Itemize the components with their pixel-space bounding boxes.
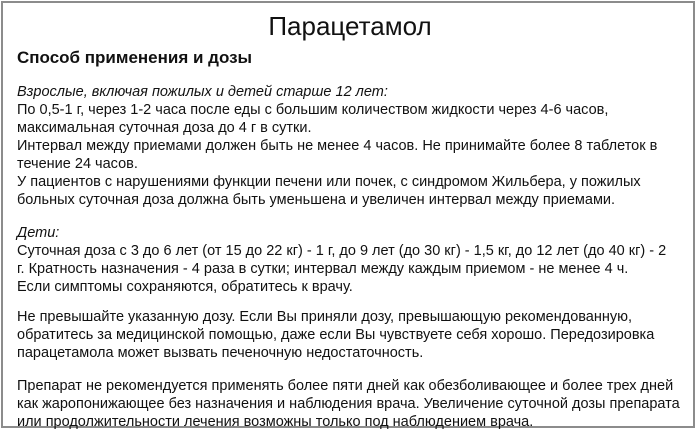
paragraph-line: Препарат не рекомендуется применять более пяти дней как обезболивающее и более трех дней xyxy=(17,378,674,394)
page-title: Парацетамол xyxy=(268,11,432,41)
paragraph-line: Суточная доза с 3 до 6 лет (от 15 до 22 кг) - 1 г, до 9 лет (до 30 кг) - 1,5 кг, до 12 лет (до 40 кг) - 2 xyxy=(17,243,667,259)
adults-label: Взрослые, включая пожилых и детей старше 12 лет: xyxy=(17,84,388,100)
paragraph-line: У пациентов с нарушениями функции печени или почек, с синдромом Жильбера, у пожилых xyxy=(17,174,641,190)
paragraph-line: г. Кратность назначения - 4 раза в сутки; интервал между каждым приемом - не менее 4 ч. xyxy=(17,261,629,277)
section-heading: Способ применения и дозы xyxy=(17,48,253,67)
paragraph-line: максимальная суточная доза до 4 г в сутки. xyxy=(17,120,312,136)
paragraph-line: парацетамола может вызвать печеночную недостаточность. xyxy=(17,345,424,361)
children-label: Дети: xyxy=(17,225,60,241)
paragraph-line: обратитесь за медицинской помощью, даже если Вы чувствуете себя хорошо. Передозировка xyxy=(17,327,655,343)
paragraph-line: или продолжительности лечения возможны только под наблюдением врача. xyxy=(17,414,534,430)
paragraph-line: Если симптомы сохраняются, обратитесь к врачу. xyxy=(17,279,353,295)
paragraph-line: как жаропонижающее без назначения и наблюдения врача. Увеличение суточной дозы препарата xyxy=(17,396,680,412)
overdose-warning-paragraph xyxy=(17,308,687,362)
document-frame xyxy=(1,1,695,428)
paragraph-line: больных суточная доза должна быть уменьшена и увеличен интервал между приемами. xyxy=(17,192,616,208)
paragraph-line: течение 24 часов. xyxy=(17,156,138,172)
paragraph-line: Не превышайте указанную дозу. Если Вы приняли дозу, превышающую рекомендованную, xyxy=(17,309,633,325)
adults-paragraph xyxy=(17,83,687,209)
paragraph-line: Интервал между приемами должен быть не менее 4 часов. Не принимайте более 8 таблеток в xyxy=(17,138,658,154)
children-paragraph xyxy=(17,224,687,296)
paragraph-line: По 0,5-1 г, через 1-2 часа после еды с большим количеством жидкости через 4-6 часов, xyxy=(17,102,609,118)
duration-warning-paragraph xyxy=(17,377,687,431)
